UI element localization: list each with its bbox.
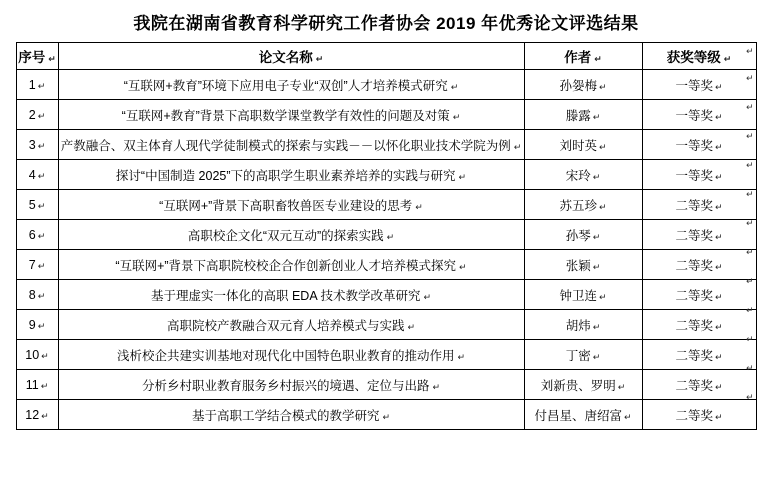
- column-header-index: 序号 ↵: [16, 43, 58, 70]
- table-row: [16, 280, 756, 310]
- paragraph-mark-icon: ↵: [714, 321, 723, 332]
- row-end-mark-icon: ↵: [746, 392, 754, 402]
- cell-index: 6 ↵: [16, 220, 58, 250]
- paragraph-mark-icon: ↵: [48, 54, 56, 64]
- cell-title: 探讨“中国制造 2025”下的高职学生职业素养培养的实践与研究 ↵: [58, 160, 524, 190]
- row-end-mark-icon: ↵: [746, 102, 754, 112]
- row-end-mark-icon: ↵: [746, 247, 754, 257]
- paragraph-mark-icon: ↵: [714, 411, 723, 422]
- paragraph-mark-icon: ↵: [432, 381, 441, 392]
- paragraph-mark-icon: ↵: [513, 141, 522, 152]
- cell-level: 二等奖 ↵: [642, 190, 756, 220]
- row-end-mark-icon: ↵: [746, 46, 754, 56]
- cell-author: 丁密 ↵: [524, 340, 642, 370]
- cell-level: 二等奖 ↵: [642, 280, 756, 310]
- cell-index: 2 ↵: [16, 100, 58, 130]
- table-row: [16, 130, 756, 160]
- paragraph-mark-icon: ↵: [714, 81, 723, 92]
- cell-level: 二等奖 ↵: [642, 370, 756, 400]
- paragraph-mark-icon: ↵: [315, 54, 324, 64]
- cell-level: 二等奖 ↵: [642, 250, 756, 280]
- column-header-author: 作者 ↵: [524, 43, 642, 70]
- row-end-paragraph-marks: [746, 38, 768, 412]
- paragraph-mark-icon: ↵: [37, 170, 46, 181]
- cell-index: 11 ↵: [16, 370, 58, 400]
- paragraph-mark-icon: ↵: [382, 411, 391, 422]
- cell-level: 二等奖 ↵: [642, 310, 756, 340]
- cell-author: 孙琴 ↵: [524, 220, 642, 250]
- paragraph-mark-icon: ↵: [37, 110, 46, 121]
- paragraph-mark-icon: ↵: [592, 351, 601, 362]
- table-row: [16, 250, 756, 280]
- column-header-level: 获奖等级 ↵: [642, 43, 756, 70]
- cell-author: 滕露 ↵: [524, 100, 642, 130]
- table-row: [16, 340, 756, 370]
- table-row: [16, 160, 756, 190]
- row-end-mark-icon: ↵: [746, 305, 754, 315]
- paragraph-mark-icon: ↵: [386, 231, 395, 242]
- cell-level: 一等奖 ↵: [642, 130, 756, 160]
- table-row: [16, 190, 756, 220]
- paragraph-mark-icon: ↵: [407, 321, 416, 332]
- paragraph-mark-icon: ↵: [598, 291, 607, 302]
- table-row: [16, 310, 756, 340]
- paragraph-mark-icon: ↵: [714, 141, 723, 152]
- cell-level: 二等奖 ↵: [642, 400, 756, 430]
- paragraph-mark-icon: ↵: [714, 231, 723, 242]
- paragraph-mark-icon: ↵: [714, 291, 723, 302]
- paragraph-mark-icon: ↵: [37, 200, 46, 211]
- paragraph-mark-icon: ↵: [598, 81, 607, 92]
- paragraph-mark-icon: ↵: [592, 321, 601, 332]
- paragraph-mark-icon: ↵: [458, 171, 467, 182]
- cell-index: 9 ↵: [16, 310, 58, 340]
- table-row: [16, 70, 756, 100]
- cell-title: 基于高职工学结合模式的教学研究 ↵: [58, 400, 524, 430]
- paragraph-mark-icon: ↵: [592, 261, 601, 272]
- paragraph-mark-icon: ↵: [714, 351, 723, 362]
- table-row: [16, 220, 756, 250]
- cell-author: 宋玲 ↵: [524, 160, 642, 190]
- paragraph-mark-icon: ↵: [37, 140, 46, 151]
- paragraph-mark-icon: ↵: [37, 320, 46, 331]
- paragraph-mark-icon: ↵: [457, 351, 466, 362]
- column-header-title: 论文名称 ↵: [58, 43, 524, 70]
- row-end-mark-icon: ↵: [746, 334, 754, 344]
- paragraph-mark-icon: ↵: [415, 201, 423, 212]
- cell-index: 1 ↵: [16, 70, 58, 100]
- cell-author: 苏五珍 ↵: [524, 190, 642, 220]
- paragraph-mark-icon: ↵: [714, 381, 723, 392]
- cell-level: 一等奖 ↵: [642, 70, 756, 100]
- table-header-row: [16, 43, 756, 70]
- table-row: [16, 100, 756, 130]
- row-end-mark-icon: ↵: [746, 160, 754, 170]
- cell-title: 浅析校企共建实训基地对现代化中国特色职业教育的推动作用 ↵: [58, 340, 524, 370]
- cell-index: 3 ↵: [16, 130, 58, 160]
- paragraph-mark-icon: ↵: [592, 111, 601, 122]
- cell-index: 10 ↵: [16, 340, 58, 370]
- paragraph-mark-icon: ↵: [598, 141, 607, 152]
- paragraph-mark-icon: ↵: [450, 81, 459, 92]
- paragraph-mark-icon: ↵: [592, 231, 601, 242]
- cell-index: 8 ↵: [16, 280, 58, 310]
- cell-level: 二等奖 ↵: [642, 340, 756, 370]
- cell-title: 分析乡村职业教育服务乡村振兴的境遇、定位与出路 ↵: [58, 370, 524, 400]
- row-end-mark-icon: ↵: [746, 276, 754, 286]
- cell-author: 孙妴梅 ↵: [524, 70, 642, 100]
- row-end-mark-icon: ↵: [746, 218, 754, 228]
- paragraph-mark-icon: ↵: [617, 381, 626, 392]
- row-end-mark-icon: ↵: [746, 189, 754, 199]
- cell-title: 高职校企文化“双元互动”的探索实践 ↵: [58, 220, 524, 250]
- paragraph-mark-icon: ↵: [37, 290, 46, 301]
- paragraph-mark-icon: ↵: [41, 410, 49, 421]
- paragraph-mark-icon: ↵: [714, 201, 723, 212]
- paragraph-mark-icon: ↵: [423, 291, 431, 302]
- paragraph-mark-icon: ↵: [623, 411, 632, 422]
- award-results-table: [16, 42, 757, 430]
- paragraph-mark-icon: ↵: [723, 54, 732, 64]
- page-title: 我院在湖南省教育科学研究工作者协会 2019 年优秀论文评选结果: [133, 14, 639, 33]
- paragraph-mark-icon: ↵: [714, 111, 723, 122]
- table-row: [16, 370, 756, 400]
- paragraph-mark-icon: ↵: [714, 171, 723, 182]
- cell-level: 一等奖 ↵: [642, 160, 756, 190]
- cell-author: 胡炜 ↵: [524, 310, 642, 340]
- paragraph-mark-icon: ↵: [452, 111, 461, 122]
- cell-title: “互联网+教育”背景下高职数学课堂教学有效性的问题及对策 ↵: [58, 100, 524, 130]
- cell-title: 基于理虚实一体化的高职 EDA 技术教学改革研究 ↵: [58, 280, 524, 310]
- paragraph-mark-icon: ↵: [598, 201, 607, 212]
- paragraph-mark-icon: ↵: [592, 171, 601, 182]
- cell-title: “互联网+教育”环境下应用电子专业“双创”人才培养模式研究 ↵: [58, 70, 524, 100]
- paragraph-mark-icon: ↵: [41, 350, 49, 361]
- cell-author: 钟卫连 ↵: [524, 280, 642, 310]
- cell-index: 12 ↵: [16, 400, 58, 430]
- cell-author: 刘新贵、罗明 ↵: [524, 370, 642, 400]
- cell-index: 5 ↵: [16, 190, 58, 220]
- cell-title: “互联网+”背景下高职院校校企合作创新创业人才培养模式探究 ↵: [58, 250, 524, 280]
- cell-title: 高职院校产教融合双元育人培养模式与实践 ↵: [58, 310, 524, 340]
- paragraph-mark-icon: ↵: [594, 54, 602, 64]
- cell-author: 付昌星、唐绍富 ↵: [524, 400, 642, 430]
- table-body: [16, 70, 756, 430]
- paragraph-mark-icon: ↵: [37, 260, 46, 271]
- paragraph-mark-icon: ↵: [40, 380, 49, 391]
- cell-title: “互联网+”背景下高职畜牧兽医专业建设的思考 ↵: [58, 190, 524, 220]
- cell-title: 产教融合、双主体育人现代学徒制模式的探索与实践－－以怀化职业技术学院为例 ↵: [58, 130, 524, 160]
- table-row: [16, 400, 756, 430]
- paragraph-mark-icon: ↵: [459, 261, 467, 272]
- cell-index: 7 ↵: [16, 250, 58, 280]
- cell-level: 一等奖 ↵: [642, 100, 756, 130]
- row-end-mark-icon: ↵: [746, 363, 754, 373]
- paragraph-mark-icon: ↵: [37, 80, 46, 91]
- paragraph-mark-icon: ↵: [37, 230, 46, 241]
- row-end-mark-icon: ↵: [746, 73, 754, 83]
- cell-level: 二等奖 ↵: [642, 220, 756, 250]
- cell-author: 张颖 ↵: [524, 250, 642, 280]
- row-end-mark-icon: ↵: [746, 131, 754, 141]
- cell-index: 4 ↵: [16, 160, 58, 190]
- paragraph-mark-icon: ↵: [714, 261, 723, 272]
- cell-author: 刘时英 ↵: [524, 130, 642, 160]
